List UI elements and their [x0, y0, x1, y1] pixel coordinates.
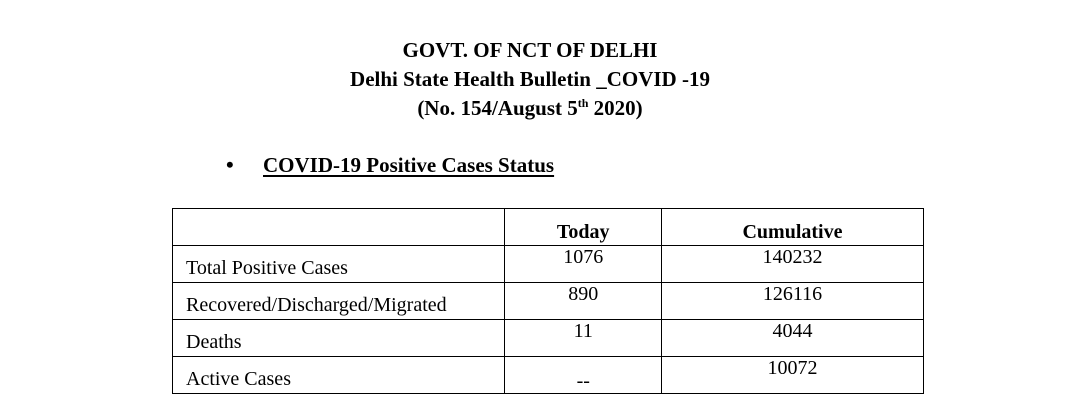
table-row: [173, 357, 924, 394]
table-row: [173, 283, 924, 320]
row-label: Recovered/Discharged/Migrated: [173, 283, 505, 320]
cases-status-table: [172, 208, 924, 394]
row-cumulative-value: 4044: [661, 320, 923, 357]
bulletin-date-suffix: th: [577, 96, 589, 110]
section-title: COVID-19 Positive Cases Status: [263, 152, 555, 177]
row-label: Total Positive Cases: [173, 246, 505, 283]
column-header-label: [173, 209, 505, 246]
row-label: Deaths: [173, 320, 505, 357]
row-today-value: 890: [505, 283, 662, 320]
table-header-row: [173, 209, 924, 246]
bulletin-number-main: (No. 154/August 5: [417, 96, 578, 120]
row-cumulative-value: 140232: [661, 246, 923, 283]
row-today-value: 1076: [505, 246, 662, 283]
table-row: [173, 246, 924, 283]
bulletin-number: [0, 94, 1060, 123]
row-cumulative-value: 126116: [661, 283, 923, 320]
govt-title: GOVT. OF NCT OF DELHI: [402, 38, 658, 62]
row-label: Active Cases: [173, 357, 505, 394]
bullet-icon: •: [226, 152, 234, 177]
section-heading: [226, 152, 554, 178]
bulletin-year: 2020): [588, 96, 643, 120]
column-header-today: Today: [505, 209, 662, 246]
bulletin-header: [0, 36, 1060, 123]
bulletin-title: Delhi State Health Bulletin _COVID -19: [350, 67, 710, 91]
column-header-cumulative: Cumulative: [661, 209, 923, 246]
row-cumulative-value: 10072: [661, 357, 923, 394]
row-today-value: --: [505, 357, 662, 394]
table-row: [173, 320, 924, 357]
row-today-value: 11: [505, 320, 662, 357]
